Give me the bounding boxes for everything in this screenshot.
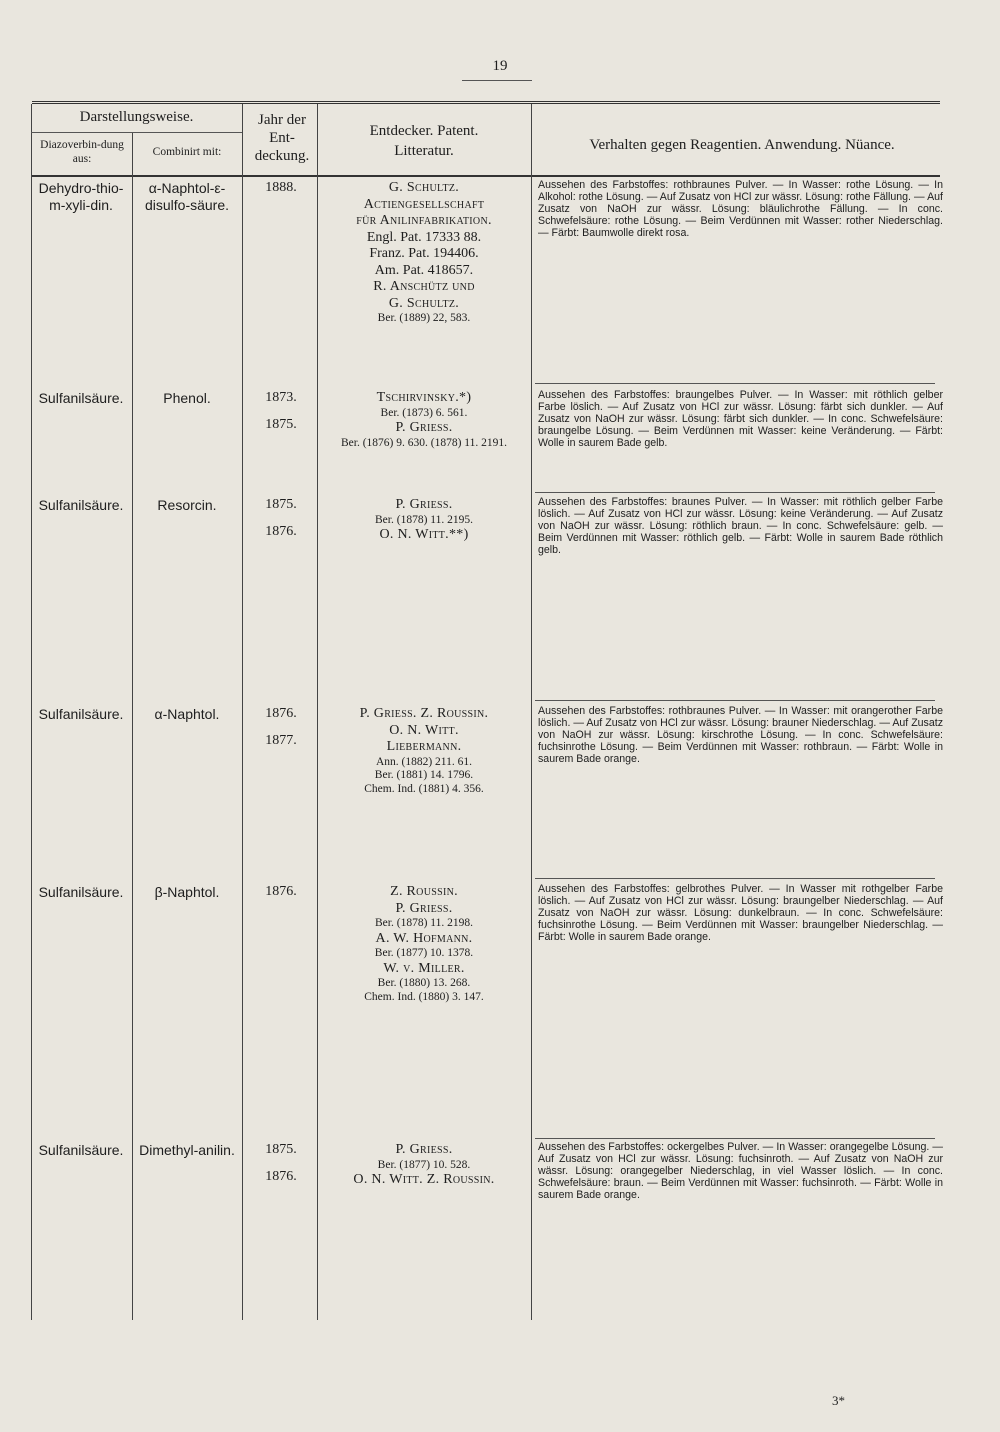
cell-jahr — [248, 180, 314, 207]
header-combinirt: Combinirt mit: — [152, 146, 222, 158]
cell-entdecker — [318, 884, 530, 1004]
header-bottom-rule — [32, 175, 940, 177]
col-sep-entdecker — [531, 104, 532, 1320]
discoverer-entry: O. N. Witt. Z. Roussin. — [353, 1172, 495, 1188]
cell-verhalten-reagentien: Aussehen des Farbstoffes: rothbraunes Pulver. — In Wasser: rothe Lösung. — In Alkohol: rothe Lösung. — Auf Zusatz von HCl zur wässr. Lösung: rothe Fällung. — Auf Zusatz von NaOH zur wässr. Lösung: bläulichrothe Fällung. — In conc. Schwefelsäure: rothe Lösung. — Beim Verdünnen mit Wasser: rother Niederschlag. — Färbt: Baumwolle direkt rosa. — [538, 179, 943, 239]
discoverer-entry: P. Griess. — [395, 420, 453, 436]
table-top-rule — [32, 101, 940, 104]
header-darstellungsweise: Darstellungsweise. — [79, 109, 194, 125]
cell-jahr — [248, 497, 314, 550]
cell-combinirt-mit: Dimethyl-anilin. — [139, 1142, 235, 1158]
cell-entdecker — [318, 1142, 530, 1189]
year-entry: 1873. — [265, 390, 297, 405]
discoverer-entry: R. Anschütz und — [373, 279, 475, 295]
literature-reference: Chem. Ind. (1881) 4. 356. — [364, 782, 484, 795]
header-diazo: Diazoverbin-dung aus: — [40, 139, 124, 165]
cell-combinirt-mit: Resorcin. — [157, 497, 217, 513]
cell-diazoverbindung: Sulfanilsäure. — [38, 497, 124, 513]
header-verhalten: Verhalten gegen Reagentien. Anwendung. Nüance. — [589, 137, 895, 153]
discoverer-entry: W. v. Miller. — [383, 960, 465, 976]
year-entry: 1876. — [265, 1168, 297, 1184]
discoverer-entry: A. W. Hofmann. — [375, 930, 473, 946]
year-entry: 1876. — [265, 884, 297, 899]
discoverer-entry: O. N. Witt. — [389, 722, 459, 738]
discoverer-entry: G. Schultz. — [388, 180, 460, 195]
cell-entdecker — [318, 390, 530, 450]
header-entdecker: Entdecker. Patent. — [369, 123, 479, 139]
cell-jahr — [248, 1142, 314, 1195]
year-entry: 1876. — [265, 523, 297, 539]
cell-diazoverbindung: Sulfanilsäure. — [38, 884, 124, 900]
discoverer-entry: G. Schultz. — [388, 295, 460, 311]
cell-verhalten-reagentien: Aussehen des Farbstoffes: rothbraunes Pulver. — In Wasser: mit orangerother Farbe löslich. — Auf Zusatz von HCl zur wässr. Lösung: brauner Niederschlag. — Auf Zusatz von NaOH zur wässr. Lösung: kirschrothe Lösung. — In conc. Schwefelsäure: fuchsinrothe Lösung. — Beim Verdünnen mit Wasser: rothbraun. — Färbt: Wolle in saurem Bade orange. — [538, 705, 943, 765]
header-jahr: Jahr der Ent-deckung. — [254, 112, 310, 164]
cell-combinirt-mit: Phenol. — [163, 390, 211, 406]
discoverer-entry: P. Griess. — [395, 497, 453, 512]
literature-reference: Ber. (1889) 22, 583. — [377, 312, 471, 325]
cell-entdecker — [318, 180, 530, 326]
cell-diazoverbindung: Sulfanilsäure. — [38, 706, 124, 722]
literature-reference: Ber. (1877) 10. 528. — [377, 1158, 471, 1171]
literature-reference: Ber. (1876) 9. 630. (1878) 11. 2191. — [341, 436, 507, 449]
discoverer-entry: Engl. Pat. 17333 88. — [366, 229, 482, 245]
discoverer-entry: Tschirvinsky.*) — [376, 390, 472, 405]
discoverer-entry: O. N. Witt.**) — [379, 527, 469, 543]
cell-verhalten-reagentien: Aussehen des Farbstoffes: braunes Pulver. — In Wasser: mit röthlich gelber Farbe löslich. — Auf Zusatz von HCl zur wässr. Lösung: keine Veränderung. — Auf Zusatz von NaOH zur wässr. Lösung: röthlich braun. — In conc. Schwefelsäure: gelb. — Beim Verdünnen mit Wasser: röthlich gelb. — Färbt: Wolle in saurem Bade röthlich gelb. — [538, 496, 943, 556]
discoverer-entry: P. Griess. — [395, 900, 453, 916]
discoverer-entry: Actiengesellschaft — [363, 196, 485, 212]
year-entry: 1875. — [265, 416, 297, 432]
row-rule — [535, 492, 935, 493]
year-entry: 1875. — [265, 1142, 297, 1157]
cell-verhalten-reagentien: Aussehen des Farbstoffes: gelbrothes Pulver. — In Wasser mit rothgelber Farbe löslich. — Auf Zusatz von HCl zur wässr. Lösung: braungelber Niederschlag. — Auf Zusatz von NaOH zur wässr. Lösung: dunkelbraun. — In conc. Schwefelsäure: fuchsinrothe Lösung. — Beim Verdünnen mit Wasser: braungelber Niederschlag. — Färbt: Wolle in saurem Bade orange. — [538, 883, 943, 943]
cell-jahr — [248, 884, 314, 911]
row-rule — [535, 700, 935, 701]
literature-reference: Chem. Ind. (1880) 3. 147. — [364, 990, 484, 1003]
page-number-rule — [462, 80, 532, 81]
literature-reference: Ber. (1878) 11. 2198. — [375, 917, 473, 930]
discoverer-entry: P. Griess. — [395, 1142, 453, 1157]
cell-combinirt-mit: β-Naphtol. — [154, 884, 220, 900]
footer-signature-mark: 3* — [832, 1393, 845, 1408]
discoverer-entry: P. Griess. Z. Roussin. — [359, 706, 489, 721]
cell-verhalten-reagentien: Aussehen des Farbstoffes: ockergelbes Pulver. — In Wasser: orangegelbe Lösung. — Auf Zusatz von HCl zur wässr. Lösung: fuchsinroth. — Auf Zusatz von NaOH zur wässr. Lösung: orangegelber Niederschlag, in viel Wasser löslich. — In conc. Schwefelsäure: braun. — Beim Verdünnen mit Wasser: fuchsinroth. — Färbt: Wolle in saurem Bade orange. — [538, 1141, 943, 1201]
year-entry: 1877. — [265, 732, 297, 748]
discoverer-entry: Franz. Pat. 194406. — [369, 246, 479, 262]
cell-combinirt-mit: α-Naphtol. — [154, 706, 220, 722]
cell-jahr — [248, 390, 314, 443]
page-number: 19 — [492, 58, 508, 74]
row-rule — [535, 1138, 935, 1139]
cell-diazoverbindung: Sulfanilsäure. — [38, 390, 124, 406]
cell-diazoverbindung: Sulfanilsäure. — [38, 1142, 124, 1158]
discoverer-entry: Z. Roussin. — [390, 884, 458, 899]
literature-reference: Ber. (1881) 14. 1796. — [374, 769, 474, 782]
cell-verhalten-reagentien: Aussehen des Farbstoffes: braungelbes Pulver. — In Wasser: mit röthlich gelber Farbe löslich. — Auf Zusatz von HCl zur wässr. Lösung: färbt sich dunkler. — Auf Zusatz von NaOH zur wässr. Lösung: färbt sich dunkler. — In conc. Schwefelsäure: braungelbe Lösung. — Beim Verdünnen mit Wasser: keine Veränderung. — Färbt: Wolle in saurem Bade gelb. — [538, 389, 943, 449]
year-entry: 1888. — [265, 180, 297, 195]
discoverer-entry: für Anilinfabrikation. — [356, 213, 492, 229]
row-rule — [535, 383, 935, 384]
discoverer-entry: Liebermann. — [386, 739, 462, 755]
discoverer-entry: Am. Pat. 418657. — [374, 262, 474, 278]
year-entry: 1876. — [265, 706, 297, 721]
header-subdivider — [31, 132, 242, 133]
literature-reference: Ann. (1882) 211. 61. — [375, 755, 473, 768]
cell-combinirt-mit: α-Naphtol-ε-disulfo-säure. — [144, 180, 230, 213]
literature-reference: Ber. (1880) 13. 268. — [377, 977, 471, 990]
col-sep-combinirt — [242, 104, 243, 1320]
literature-reference: Ber. (1877) 10. 1378. — [374, 947, 474, 960]
row-rule — [535, 878, 935, 879]
cell-diazoverbindung: Dehydro-thio-m-xyli-din. — [38, 180, 124, 213]
cell-entdecker — [318, 497, 530, 544]
cell-jahr — [248, 706, 314, 759]
literature-reference: Ber. (1878) 11. 2195. — [375, 513, 473, 526]
year-entry: 1875. — [265, 497, 297, 512]
literature-reference: Ber. (1873) 6. 561. — [380, 406, 468, 419]
header-litteratur: Litteratur. — [394, 143, 454, 159]
cell-entdecker — [318, 706, 530, 796]
